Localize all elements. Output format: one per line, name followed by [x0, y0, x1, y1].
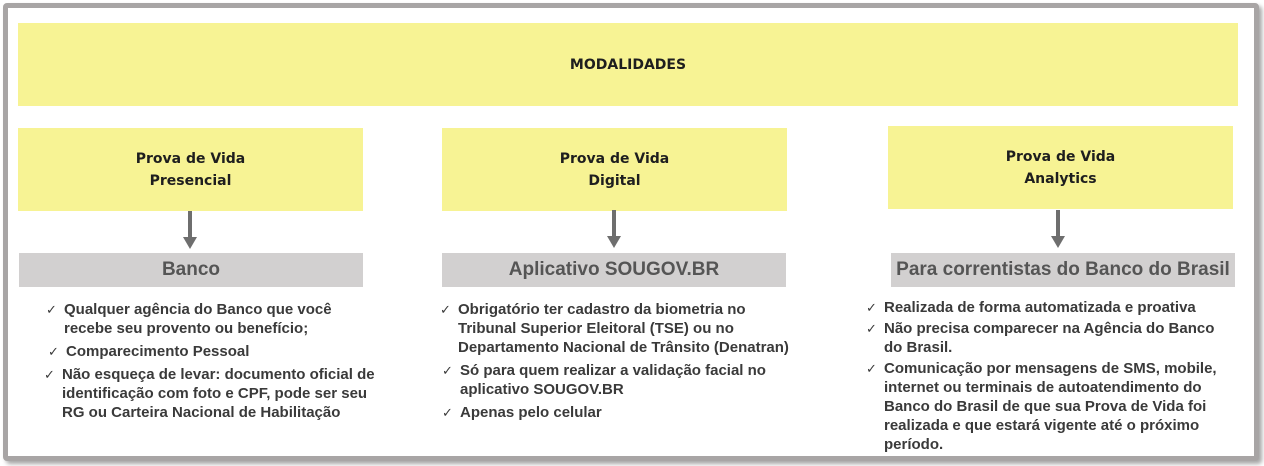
- check-icon: ✓: [48, 344, 59, 359]
- list-item: ✓ Apenas pelo celular: [442, 404, 602, 421]
- check-icon: ✓: [46, 302, 57, 317]
- arrow-down-icon: [1051, 210, 1065, 250]
- digital-header-box: [442, 128, 787, 211]
- arrow-down-icon: [607, 210, 621, 250]
- check-icon: ✓: [866, 361, 877, 376]
- presencial-header-box: [18, 128, 363, 211]
- digital-header-line1: Prova de Vida: [559, 150, 670, 167]
- correntistas-subheader-label: Para correntistas do Banco do Brasil: [896, 259, 1230, 280]
- list-item: ✓ Só para quem realizar a validação facial no aplicativo SOUGOV.BR: [442, 362, 766, 398]
- check-icon: ✓: [866, 321, 877, 336]
- sougov-subheader-label: Aplicativo SOUGOV.BR: [508, 259, 720, 280]
- presencial-header-line2: Presencial: [149, 172, 232, 189]
- list-item: ✓ Comparecimento Pessoal: [48, 343, 250, 360]
- check-icon: ✓: [866, 300, 877, 315]
- list-item: ✓ Qualquer agência do Banco que você recebe seu provento ou benefício;: [46, 301, 332, 337]
- modalidades-banner: [18, 23, 1238, 106]
- banco-subheader: [19, 253, 363, 287]
- analytics-header-line2: Analytics: [1024, 170, 1097, 187]
- list-item: ✓ Não esqueça de levar: documento oficial de identificação com foto e CPF, pode ser seu RG ou Carteira Nacional de Habilitação: [44, 366, 375, 421]
- digital-header-line2: Digital: [588, 172, 641, 189]
- check-icon: ✓: [44, 367, 55, 382]
- list-item: ✓ Não precisa comparecer na Agência do Banco do Brasil.: [866, 320, 1215, 356]
- correntistas-subheader: [891, 253, 1235, 287]
- list-item: ✓ Obrigatório ter cadastro da biometria no Tribunal Superior Eleitoral (TSE) ou no Departamento Nacional de Trânsito (Denatran): [440, 301, 789, 356]
- sougov-subheader: [442, 253, 786, 287]
- check-icon: ✓: [442, 363, 453, 378]
- list-item: ✓ Comunicação por mensagens de SMS, mobile, internet ou terminais de autoatendimento do Banco do Brasil de que sua Prova de Vida foi realizada e que estará vigente até o próximo período.: [866, 360, 1217, 453]
- analytics-list: [866, 298, 1226, 458]
- check-icon: ✓: [442, 405, 453, 420]
- list-item: ✓ Realizada de forma automatizada e proativa: [866, 299, 1196, 316]
- banco-subheader-label: Banco: [161, 259, 221, 280]
- arrow-down-icon: [183, 211, 197, 251]
- presencial-list: [46, 300, 376, 426]
- presencial-header-line1: Prova de Vida: [135, 150, 246, 167]
- banner-title: MODALIDADES: [569, 56, 687, 73]
- check-icon: ✓: [440, 302, 451, 317]
- analytics-header-line1: Prova de Vida: [1005, 148, 1116, 165]
- analytics-header-box: [888, 126, 1233, 209]
- digital-list: [440, 300, 790, 426]
